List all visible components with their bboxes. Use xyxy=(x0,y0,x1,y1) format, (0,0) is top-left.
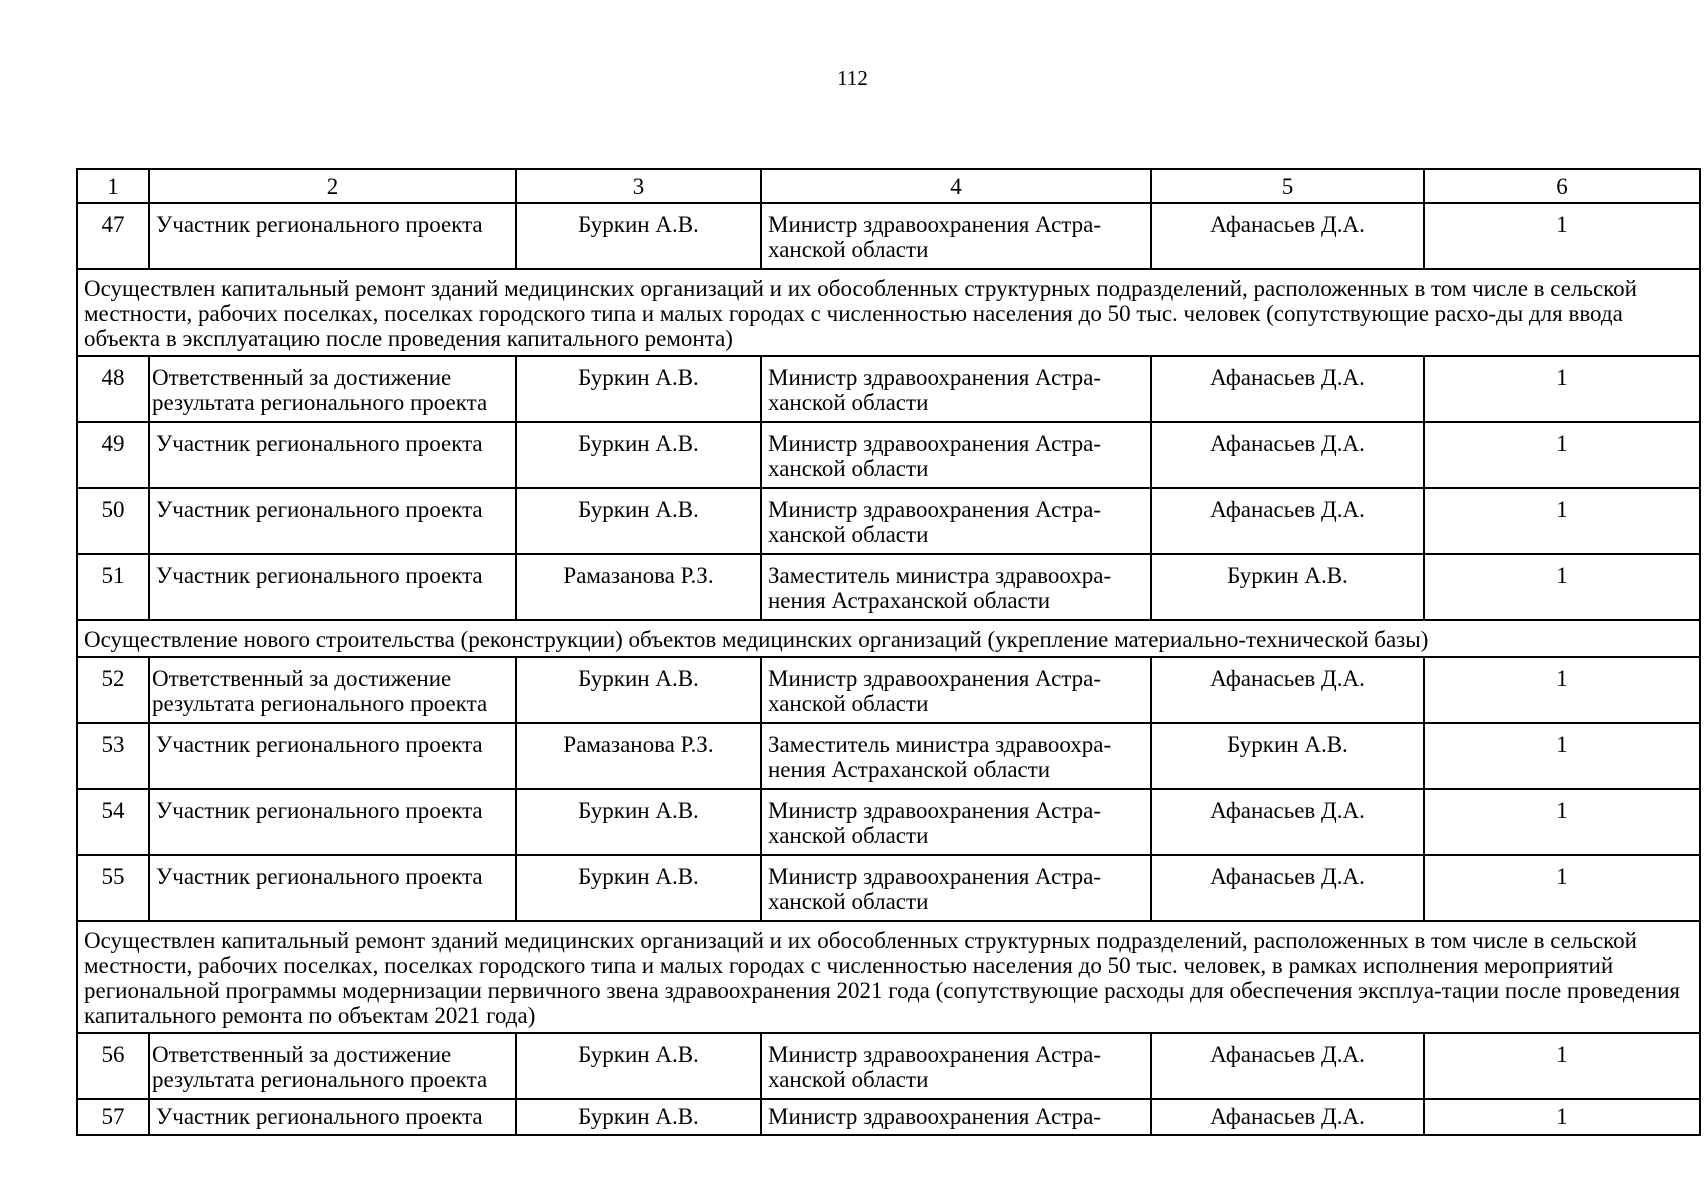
count-cell: 1 xyxy=(1424,203,1700,269)
count-cell: 1 xyxy=(1424,1099,1700,1135)
role-cell: Участник регионального проекта xyxy=(149,1099,516,1135)
row-number-cell: 57 xyxy=(77,1099,149,1135)
count-cell: 1 xyxy=(1424,356,1700,422)
role-cell: Участник регионального проекта xyxy=(149,789,516,855)
supervisor-cell: Буркин А.В. xyxy=(1151,554,1424,620)
row-number-cell: 53 xyxy=(77,723,149,789)
role-cell: Участник регионального проекта xyxy=(149,554,516,620)
count-cell: 1 xyxy=(1424,789,1700,855)
table-row xyxy=(77,488,1700,554)
supervisor-cell: Афанасьев Д.А. xyxy=(1151,789,1424,855)
section-heading-row xyxy=(77,620,1700,657)
supervisor-cell: Афанасьев Д.А. xyxy=(1151,203,1424,269)
row-number-cell: 56 xyxy=(77,1033,149,1099)
count-cell: 1 xyxy=(1424,657,1700,723)
row-number-cell: 48 xyxy=(77,356,149,422)
column-header: 3 xyxy=(516,169,761,203)
position-cell: Заместитель министра здравоохра- нения Астраханской области xyxy=(761,554,1151,620)
count-cell: 1 xyxy=(1424,855,1700,921)
section-heading: Осуществление нового строительства (реконструкции) объектов медицинских организаций (укрепление материально-технической базы) xyxy=(77,620,1700,657)
table-row xyxy=(77,554,1700,620)
count-cell: 1 xyxy=(1424,723,1700,789)
row-number-cell: 55 xyxy=(77,855,149,921)
position-cell: Министр здравоохранения Астра- ханской области xyxy=(761,422,1151,488)
column-header: 5 xyxy=(1151,169,1424,203)
responsible-cell: Буркин А.В. xyxy=(516,657,761,723)
count-cell: 1 xyxy=(1424,1033,1700,1099)
role-cell: Ответственный за достижение результата регионального проекта xyxy=(149,356,516,422)
supervisor-cell: Афанасьев Д.А. xyxy=(1151,657,1424,723)
table-row xyxy=(77,1033,1700,1099)
responsible-cell: Буркин А.В. xyxy=(516,356,761,422)
responsible-cell: Буркин А.В. xyxy=(516,1033,761,1099)
supervisor-cell: Буркин А.В. xyxy=(1151,723,1424,789)
responsible-cell: Буркин А.В. xyxy=(516,789,761,855)
table-row xyxy=(77,855,1700,921)
role-cell: Участник регионального проекта xyxy=(149,422,516,488)
table-row xyxy=(77,723,1700,789)
responsible-cell: Буркин А.В. xyxy=(516,1099,761,1135)
responsible-cell: Буркин А.В. xyxy=(516,422,761,488)
column-header: 4 xyxy=(761,169,1151,203)
position-cell: Министр здравоохранения Астра- ханской области xyxy=(761,789,1151,855)
position-cell: Министр здравоохранения Астра- ханской области xyxy=(761,855,1151,921)
table-row xyxy=(77,203,1700,269)
row-number-cell: 52 xyxy=(77,657,149,723)
responsible-cell: Буркин А.В. xyxy=(516,203,761,269)
table-header-row xyxy=(77,169,1700,203)
section-heading-row xyxy=(77,269,1700,356)
table-row xyxy=(77,1099,1700,1135)
role-cell: Участник регионального проекта xyxy=(149,723,516,789)
position-cell: Министр здравоохранения Астра- ханской области xyxy=(761,488,1151,554)
table-body xyxy=(77,203,1700,1135)
supervisor-cell: Афанасьев Д.А. xyxy=(1151,1099,1424,1135)
page-number: 112 xyxy=(837,66,868,90)
count-cell: 1 xyxy=(1424,488,1700,554)
role-cell: Ответственный за достижение результата регионального проекта xyxy=(149,657,516,723)
assignment-table xyxy=(76,168,1701,1136)
position-cell: Заместитель министра здравоохра- нения Астраханской области xyxy=(761,723,1151,789)
responsible-cell: Буркин А.В. xyxy=(516,488,761,554)
column-header: 6 xyxy=(1424,169,1700,203)
column-header: 2 xyxy=(149,169,516,203)
table-row xyxy=(77,422,1700,488)
row-number-cell: 50 xyxy=(77,488,149,554)
row-number-cell: 47 xyxy=(77,203,149,269)
row-number-cell: 49 xyxy=(77,422,149,488)
supervisor-cell: Афанасьев Д.А. xyxy=(1151,356,1424,422)
table-row xyxy=(77,657,1700,723)
count-cell: 1 xyxy=(1424,422,1700,488)
table-row xyxy=(77,356,1700,422)
supervisor-cell: Афанасьев Д.А. xyxy=(1151,1033,1424,1099)
count-cell: 1 xyxy=(1424,554,1700,620)
position-cell: Министр здравоохранения Астра- ханской области xyxy=(761,1033,1151,1099)
position-cell: Министр здравоохранения Астра- ханской области xyxy=(761,203,1151,269)
position-cell: Министр здравоохранения Астра- xyxy=(761,1099,1151,1135)
role-cell: Ответственный за достижение результата регионального проекта xyxy=(149,1033,516,1099)
column-header: 1 xyxy=(77,169,149,203)
section-heading-row xyxy=(77,921,1700,1033)
position-cell: Министр здравоохранения Астра- ханской области xyxy=(761,657,1151,723)
supervisor-cell: Афанасьев Д.А. xyxy=(1151,422,1424,488)
responsible-cell: Буркин А.В. xyxy=(516,855,761,921)
section-heading: Осуществлен капитальный ремонт зданий медицинских организаций и их обособленных структурных подразделений, расположенных в том числе в сельской местности, рабочих поселках, поселках городского типа и малых городах с численностью населения до 50 тыс. человек (сопутствующие расхо-ды для ввода объекта в эксплуатацию после проведения капитального ремонта) xyxy=(77,269,1700,356)
row-number-cell: 51 xyxy=(77,554,149,620)
section-heading: Осуществлен капитальный ремонт зданий медицинских организаций и их обособленных структурных подразделений, расположенных в том числе в сельской местности, рабочих поселках, поселках городского типа и малых городах с численностью населения до 50 тыс. человек, в рамках исполнения мероприятий региональной программы модернизации первичного звена здравоохранения 2021 года (сопутствующие расходы для обеспечения эксплуа-тации после проведения капитального ремонта по объектам 2021 года) xyxy=(77,921,1700,1033)
supervisor-cell: Афанасьев Д.А. xyxy=(1151,855,1424,921)
role-cell: Участник регионального проекта xyxy=(149,855,516,921)
role-cell: Участник регионального проекта xyxy=(149,488,516,554)
role-cell: Участник регионального проекта xyxy=(149,203,516,269)
responsible-cell: Рамазанова Р.З. xyxy=(516,723,761,789)
supervisor-cell: Афанасьев Д.А. xyxy=(1151,488,1424,554)
table-row xyxy=(77,789,1700,855)
responsible-cell: Рамазанова Р.З. xyxy=(516,554,761,620)
row-number-cell: 54 xyxy=(77,789,149,855)
position-cell: Министр здравоохранения Астра- ханской области xyxy=(761,356,1151,422)
